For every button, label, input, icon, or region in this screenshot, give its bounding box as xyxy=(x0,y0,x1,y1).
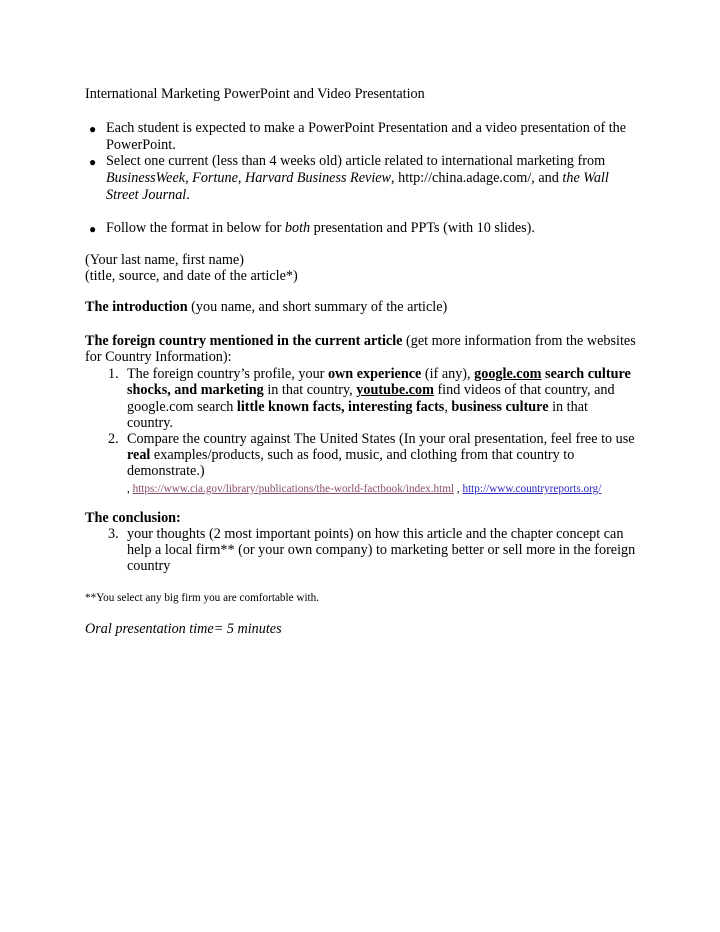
google-link-text: google.com xyxy=(474,366,542,382)
comma: , xyxy=(127,483,133,495)
conclusion-heading xyxy=(85,510,181,527)
youtube-link-text: youtube.com xyxy=(356,382,434,398)
text: in that country, xyxy=(263,382,357,398)
country-info-links xyxy=(127,481,601,498)
wsj-text-2: Street Journal xyxy=(106,187,187,203)
bullet-2-line-1: Select one current (less than 4 weeks old) article related to international marketing from xyxy=(106,153,606,169)
item-2-number: 2. xyxy=(108,431,119,447)
document-title: International Marketing PowerPoint and Video Presentation xyxy=(85,86,425,102)
text: find videos of that country, and xyxy=(433,382,615,398)
bullet-2-line-3 xyxy=(106,187,190,204)
comma: , xyxy=(444,399,452,415)
article-line: (title, source, and date of the article*) xyxy=(85,268,298,284)
item-1-line-1 xyxy=(127,366,631,383)
text: The foreign country’s profile, your xyxy=(127,366,328,382)
item-1-number: 1. xyxy=(108,366,119,382)
foreign-line-2: for Country Information): xyxy=(85,349,232,365)
comma: , xyxy=(185,170,193,186)
name-line: (Your last name, first name) xyxy=(85,252,244,268)
shocks-marketing-text: shocks, and marketing xyxy=(127,382,264,398)
item-3-line-2: help a local firm** (or your own company) to marketing better or sell more in the foreign xyxy=(127,542,636,558)
item-3-line-1: your thoughts (2 most important points) on how this article and the chapter concept can xyxy=(127,526,624,542)
own-experience-text: own experience xyxy=(327,366,422,382)
comma: , xyxy=(237,170,245,186)
cia-factbook-link[interactable]: https://www.cia.gov/library/publications/the-world-factbook/index.html xyxy=(132,483,455,495)
introduction-line xyxy=(85,299,447,316)
fortune-text: Fortune xyxy=(192,170,238,186)
adage-text: , http://china.adage.com/, and xyxy=(391,170,563,186)
intro-text: (you name, and short summary of the article) xyxy=(187,299,448,315)
facts-text: little known facts, interesting facts xyxy=(236,399,445,415)
bullet-dot: ● xyxy=(89,222,97,236)
text: presentation and PPTs (with 10 slides). xyxy=(310,220,535,236)
intro-heading: The introduction xyxy=(85,299,188,315)
bullet-1-line-2: PowerPoint. xyxy=(106,137,176,153)
text: examples/products, such as food, music, and clothing from that country to xyxy=(150,447,575,463)
search-culture-text: search culture xyxy=(541,366,631,382)
text: (if any), xyxy=(421,366,475,382)
businessweek-text: BusinessWeek xyxy=(106,170,186,186)
item-2-line-1: Compare the country against The United States (In your oral presentation, feel free to use xyxy=(127,431,635,447)
conclusion-heading-text: The conclusion: xyxy=(85,510,181,526)
text: in that xyxy=(548,399,588,415)
item-2-line-2 xyxy=(127,447,574,464)
oral-presentation-time xyxy=(85,621,282,638)
text: google.com search xyxy=(127,399,237,415)
separator: , xyxy=(454,483,463,495)
hbr-text: Harvard Business Review xyxy=(244,170,392,186)
period: . xyxy=(186,187,190,203)
foreign-line-1 xyxy=(85,333,636,350)
bullet-dot: ● xyxy=(89,122,97,136)
item-2-line-3: demonstrate.) xyxy=(127,463,205,479)
real-text: real xyxy=(127,447,151,463)
item-1-line-4: country. xyxy=(127,415,173,431)
text: Follow the format in below for xyxy=(106,220,285,236)
item-1-line-2 xyxy=(127,382,615,399)
bullet-1-line-1: Each student is expected to make a PowerPoint Presentation and a video presentation of the xyxy=(106,120,627,136)
business-culture-text: business culture xyxy=(451,399,549,415)
both-text: both xyxy=(284,220,311,236)
foreign-heading: The foreign country mentioned in the current article xyxy=(85,333,403,349)
item-3-number: 3. xyxy=(108,526,119,542)
countryreports-link[interactable]: http://www.countryreports.org/ xyxy=(462,483,602,495)
bullet-2-line-2 xyxy=(106,170,609,187)
footnote: **You select any big firm you are comfortable with. xyxy=(85,592,320,604)
item-3-line-3: country xyxy=(127,558,171,574)
item-1-line-3 xyxy=(127,399,588,416)
oral-time-text: Oral presentation time= 5 minutes xyxy=(85,621,282,637)
foreign-text: (get more information from the websites xyxy=(402,333,636,349)
wsj-text-1: the Wall xyxy=(562,170,609,186)
bullet-dot: ● xyxy=(89,155,97,169)
bullet-3-line xyxy=(106,220,535,237)
